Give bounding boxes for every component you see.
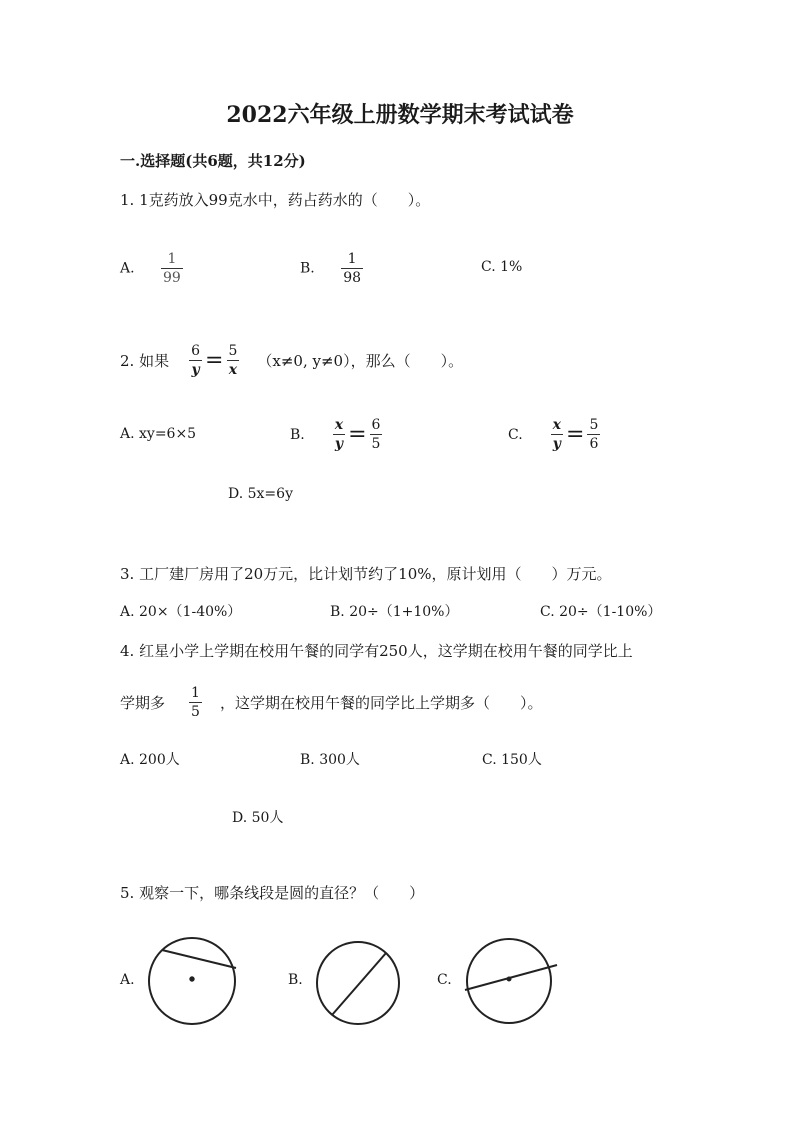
q1-option-c[interactable]: C. 1% [481,259,523,275]
question-4-line1: 4. 红星小学上学期在校用午餐的同学有250人，这学期在校用午餐的同学比上 [120,642,633,660]
q4-suffix: ，这学期在校用午餐的同学比上学期多（ ）。 [219,694,543,712]
question-3-stem: 3. 工厂建厂房用了20万元，比计划节约了10%，原计划用（ ）万元。 [120,565,612,583]
equals-sign: = [205,347,224,373]
section-heading: 一.选择题(共6题，共12分) [120,152,306,170]
q1-option-a[interactable] [120,252,183,285]
q3-option-b[interactable]: B. 20÷（1+10%） [330,604,459,620]
q4-option-b[interactable]: B. 300人 [300,752,360,768]
fraction: $\frac{1}{98}$ [343,251,362,286]
option-label: B. [290,426,305,443]
option-label: B. [288,972,303,988]
q4-option-a[interactable]: A. 200人 [120,752,180,768]
fraction: $\frac{5}{6}$ [589,417,599,452]
equals-sign: = [566,421,585,447]
q4-prefix: 学期多 [120,694,166,712]
q3-option-c[interactable]: C. 20÷（1-10%） [540,604,662,620]
question-5-stem: 5. 观察一下，哪条线段是圆的直径？（ ） [120,884,425,902]
equals-sign: = [348,421,367,447]
q2-option-c[interactable] [508,418,600,451]
option-label: A. [120,260,135,277]
q4-option-d[interactable]: D. 50人 [232,810,284,826]
option-label: C. [508,426,523,443]
fraction: $\frac{5}{x}$ [228,343,238,378]
circle-b-figure [314,937,404,1031]
q2-option-b[interactable] [290,418,382,451]
fraction: $\frac{1}{5}$ [191,685,200,720]
q2-option-a[interactable]: A. xy=6×5 [120,426,197,442]
question-1-stem: 1. 1克药放入99克水中，药占药水的（ ）。 [120,191,431,209]
circle-c-figure [461,935,561,1031]
fraction: $\frac{x}{y}$ [552,417,562,452]
question-2-stem [120,344,463,377]
fraction: $\frac{x}{y}$ [334,417,344,452]
q3-option-a[interactable]: A. 20×（1-40%） [120,604,242,620]
fraction: $\frac{1}{99}$ [163,251,181,286]
q2-option-d[interactable]: D. 5x=6y [228,486,293,502]
option-label: C. [437,972,452,988]
fraction: $\frac{6}{5}$ [371,417,381,452]
option-label: B. [300,260,315,277]
page-title: 2022六年级上册数学期末考试试卷 [226,102,574,128]
question-4-line2 [120,686,542,719]
circle-a-figure [146,935,242,1031]
fraction: $\frac{6}{y}$ [191,343,201,378]
q1-option-b[interactable] [300,252,363,285]
q2-suffix: （x≠0, y≠0），那么（ ）。 [257,352,464,370]
q4-option-c[interactable]: C. 150人 [482,752,542,768]
option-label: A. [120,972,135,988]
q2-prefix: 2. 如果 [120,352,170,370]
